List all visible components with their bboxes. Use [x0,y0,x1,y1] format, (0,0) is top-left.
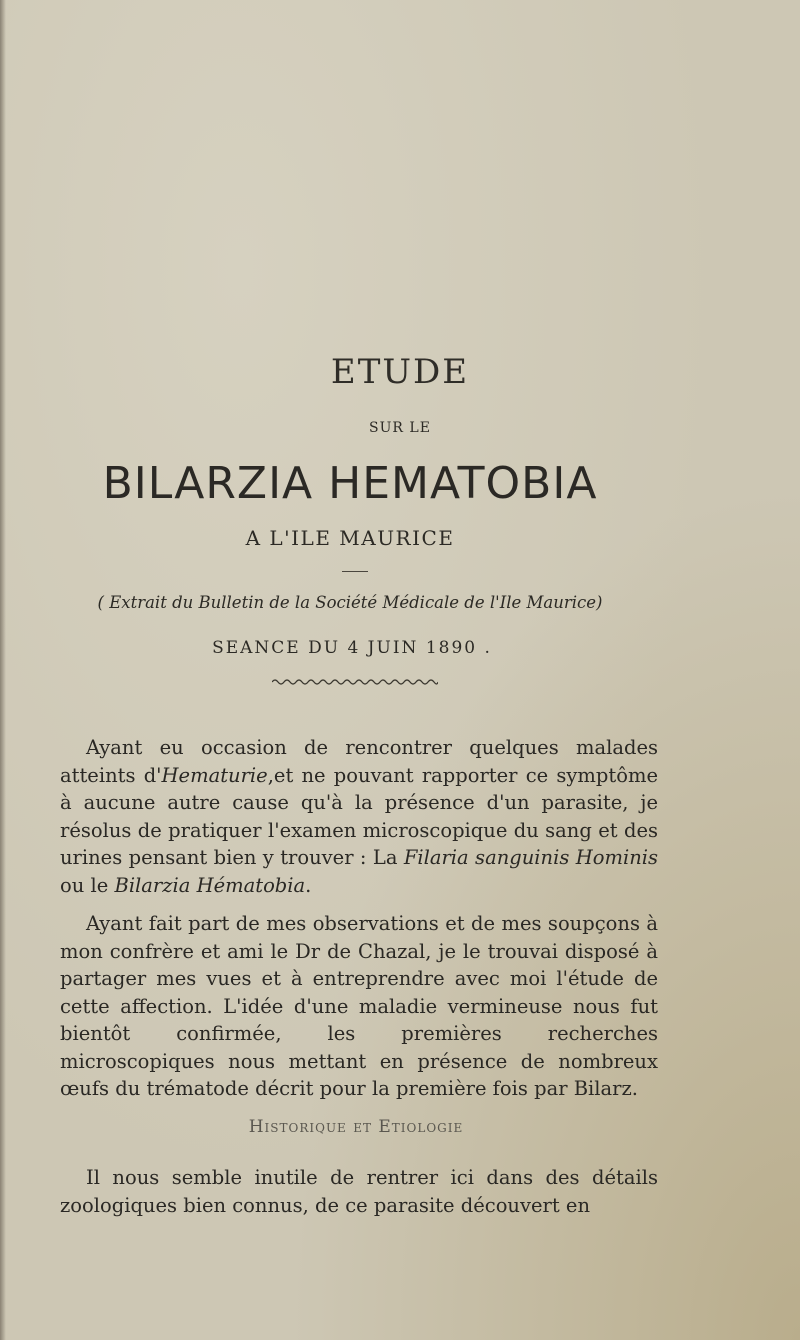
paragraph-intro-text-4: . [305,873,312,897]
document-subject: BILARZIA HEMATOBIA [102,458,598,509]
wavy-divider [272,678,438,686]
paragraph-history-text: Il nous semble inutile de rentrer ici dans des détails zoologiques bien connus, de ce parasite découvert en [60,1166,658,1217]
document-location: A L'ILE MAURICE [245,526,455,550]
term-hematurie: Hematurie [161,763,268,787]
paragraph-observations [60,910,658,1103]
title-connector: SUR LE [369,420,431,436]
term-bilarzia: Bilarzia Hématobia [114,873,306,897]
session-date: SEANCE DU 4 JUIN 1890 . [212,638,492,658]
paragraph-observations-text: Ayant fait part de mes observations et de mes soupçons à mon confrère et ami le Dr de Chazal, je le trouvai disposé à partager mes vues et à entreprendre avec moi l'étude de cette affection. L'idée d'une maladie vermineuse nous fut bientôt confirmée, les premières recherches microscopiques nous mettant en présence de nombreux œufs du trématode décrit pour la première fois par Bilarz. [60,912,658,1100]
paragraph-history [60,1164,658,1219]
paragraph-intro-text: Ayant eu occasion de rencontrer quelques malades atteints d' [60,736,658,787]
page-edge-shadow [0,0,6,1340]
section-heading: Historique et Etiologie [248,1117,464,1137]
paragraph-intro-text-3: ou le [60,873,115,897]
paragraph-intro [60,734,658,899]
term-filaria: Filaria sanguinis Hominis [403,846,658,869]
document-title: ETUDE [330,352,470,392]
extract-note: ( Extrait du Bulletin de la Société Médicale de l'Ile Maurice) [97,593,603,612]
short-divider [342,571,368,572]
paragraph-intro-text-2: ,et ne pouvant rapporter ce symptôme à aucune autre cause qu'à la présence d'un parasite, je résolus de pratiquer l'examen microscopique du sang et des urines pensant bien y trouver : La [60,763,658,869]
